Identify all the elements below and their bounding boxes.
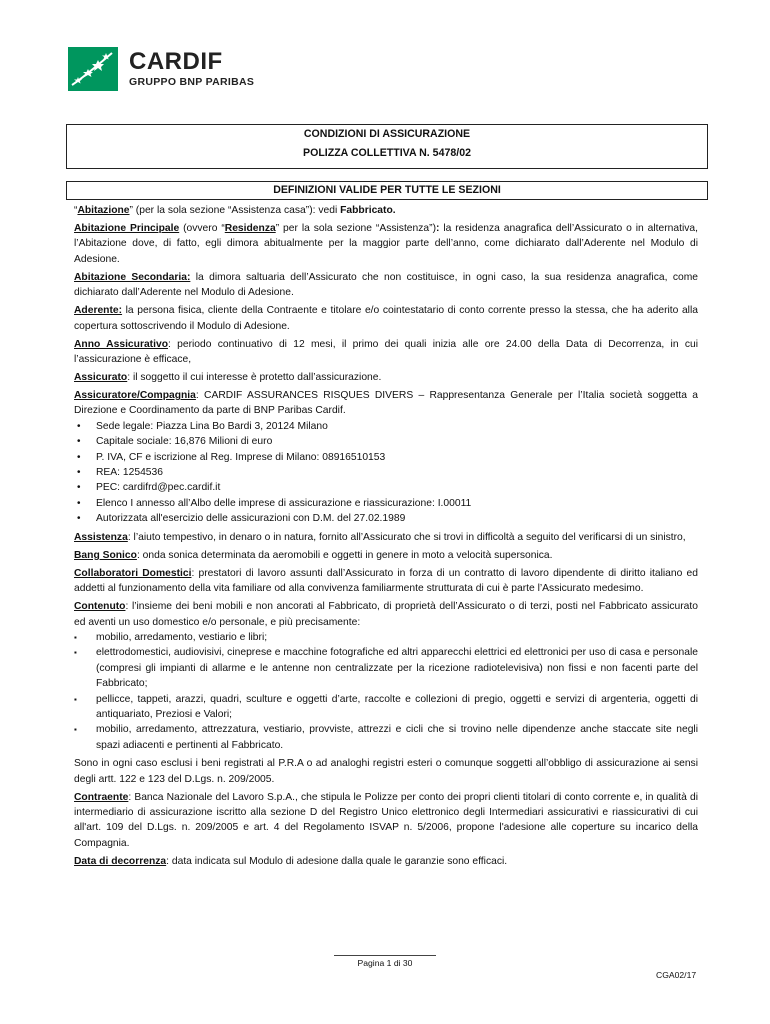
document-title: CONDIZIONI DI ASSICURAZIONE — [303, 128, 471, 140]
term: Abitazione Secondaria: — [74, 271, 191, 283]
definition-aderente — [74, 303, 698, 334]
definition-assistenza — [74, 530, 698, 545]
list-item: ▪ mobilio, arredamento, attrezzatura, vestiario, provviste, attrezzi e cicli che si trovino nelle dipendenze anche staccate site negli spazi adiacenti e pertinenti al Fabbricato. — [74, 722, 698, 753]
term: Aderente: — [74, 305, 123, 317]
list-item: • PEC: cardifrd@pec.cardif.it — [74, 480, 698, 495]
definition-ref: Fabbricato. — [340, 205, 396, 216]
definition-abitazione: “Abitazione” (per la sola sezione “Assistenza casa”): vedi Fabbricato. — [74, 205, 396, 216]
list-item: • Sede legale: Piazza Lina Bo Bardi 3, 20124 Milano — [74, 419, 698, 434]
contents-list — [74, 630, 698, 753]
definition-text: : prestatori di lavoro assunti dall’Assicurato in forza di un contratto di lavoro dipendente di diritto italiano ed addetti al funzionamento della vita familiare od alla convivenza familiarmente strutturata di cui è parte l’Assicurato medesimo. — [74, 567, 698, 595]
list-item: • REA: 1254536 — [74, 465, 698, 480]
contents-exclusion-note: Sono in ogni caso esclusi i beni registrati al P.R.A o ad analoghi registri esteri o comunque soggetti all’obbligo di assicurazione ai sensi degli artt. 122 e 123 del D.Lgs. n. 209/2005. — [74, 758, 698, 785]
list-item: • Elenco I annesso all’Albo delle imprese di assicurazione e riassicurazione: I.00011 — [74, 496, 698, 511]
term: Assicuratore/Compagnia — [74, 390, 196, 402]
term: Contenuto — [74, 601, 126, 613]
definition-collaboratori-domestici — [74, 566, 698, 597]
definition-text: la residenza anagrafica dell’Assicurato o in alternativa, l’Abitazione dove, di fatto, egli dimora abitualmente per la maggior parte dell’anno, come dichiarato dall’Aderente nel Modulo di Adesione. — [74, 223, 698, 265]
definition-text: : data indicata sul Modulo di adesione dalla quale le garanzie sono efficaci. — [166, 855, 508, 867]
definition-contenuto — [74, 599, 698, 630]
list-item: ▪ pellicce, tappeti, arazzi, quadri, sculture e oggetti d’arte, raccolte e collezioni di pregio, oggetti e servizi di argenteria, oggetti di antiquariato, Preziosi e Valori; — [74, 692, 698, 723]
term: Data di decorrenza — [74, 855, 167, 867]
definition-text: : l’insieme dei beni mobili e non ancorati al Fabbricato, di proprietà dell’Assicurato o di terzi, posti nel Fabbricato assicurato ed aventi un uso domestico e/o personale, e più precisamente: — [74, 601, 698, 628]
company-details-list — [74, 419, 698, 527]
term: Collaboratori Domestici — [74, 567, 192, 579]
term: Residenza — [224, 223, 276, 234]
definition-data-decorrenza — [74, 854, 698, 869]
term-colon: : — [436, 223, 440, 234]
definition-text: : CARDIF ASSURANCES RISQUES DIVERS – Rappresentanza Generale per l’Italia società soggetta a Direzione e Coordinamento da parte di BNP Paribas Cardif. — [74, 390, 698, 417]
list-item: ▪ elettrodomestici, audiovisivi, cineprese e macchine fotografiche ed altri apparecchi elettrici ed elettronici per uso di casa e personale (compresi gli impianti di allarme e le antenne non centralizzate per la ricezione radiotelevisiva) non fissi e non facenti parte del Fabbricato; — [74, 645, 698, 691]
page-number: Pagina 1 di 30 — [357, 958, 413, 968]
cardif-logo — [68, 47, 254, 91]
term: Assicurato — [74, 372, 128, 384]
definition-text: la dimora saltuaria dell’Assicurato che non costituisce, in ogni caso, la sua residenza anagrafica, come dichiarato dall’Aderente nel Modulo di Adesione. — [74, 271, 698, 299]
document-title-box — [66, 124, 708, 169]
bnp-stars-logo-icon — [68, 47, 118, 91]
term: Anno Assicurativo — [74, 338, 168, 350]
definition-text: ” (per la sola sezione “Assistenza casa”): vedi — [129, 205, 341, 216]
definition-text: : onda sonica determinata da aeromobili e oggetti in genere in moto a velocità supersonica. — [136, 549, 553, 561]
term: Assistenza — [74, 531, 128, 543]
term: Bang Sonico — [74, 549, 137, 561]
definition-text: : periodo continuativo di 12 mesi, il primo dei quali inizia alle ore 24.00 della Data di Decorrenza, in cui l’assicurazione è efficace, — [74, 338, 698, 366]
definition-text: (ovvero “ — [179, 223, 225, 234]
policy-number: POLIZZA COLLETTIVA N. 5478/02 — [303, 147, 471, 159]
list-item: • Capitale sociale: 16,876 Milioni di euro — [74, 434, 698, 449]
definition-text: : Banca Nazionale del Lavoro S.p.A., che stipula le Polizze per conto dei propri clienti titolari di conto corrente e, in qualità di intermediario di assicurazione iscritto alla sezione D del Registro Unico elettronico degli Intermediari assicurativi e riassicurativi di cui all'art. 109 del D.Lgs. n. 209/2005 e art. 4 del Regolamento ISVAP n. 5/2006, propone l'adesione alle coperture su incarico della Compagnia. — [74, 791, 698, 849]
definition-assicurato — [74, 370, 698, 385]
definition-text: la persona fisica, cliente della Contraente e titolare e/o cointestatario di conto corrente presso la stessa, che ha aderito alla copertura sottoscrivendo il Modulo di Adesione. — [74, 305, 698, 332]
definition-text: : il soggetto il cui interesse è protetto dall’assicurazione. — [127, 372, 382, 384]
definition-contraente — [74, 790, 698, 852]
footer-divider — [334, 955, 436, 956]
definitions-content — [74, 203, 698, 872]
definition-assicuratore — [74, 388, 698, 419]
list-item: ▪ mobilio, arredamento, vestiario e libri; — [74, 630, 698, 645]
list-item: • P. IVA, CF e iscrizione al Reg. Imprese di Milano: 08916510153 — [74, 450, 698, 465]
definition-bang-sonico — [74, 548, 698, 563]
definitions-heading: DEFINIZIONI VALIDE PER TUTTE LE SEZIONI — [66, 181, 708, 200]
document-code: CGA02/17 — [656, 970, 697, 980]
definition-abitazione-principale — [74, 221, 698, 267]
definition-text: : l’aiuto tempestivo, in denaro o in natura, fornito all’Assicurato che si trovi in difficoltà a seguito del verificarsi di un sinistro, — [127, 531, 686, 543]
definition-text: ” per la sola sezione “Assistenza”) — [275, 223, 436, 234]
term: Contraente — [74, 791, 129, 803]
list-item: • Autorizzata all'esercizio delle assicurazioni con D.M. del 27.02.1989 — [74, 511, 698, 526]
logo-name: CARDIF — [129, 48, 223, 76]
definition-anno-assicurativo — [74, 337, 698, 368]
definition-abitazione-secondaria — [74, 270, 698, 301]
term: Abitazione Principale — [74, 223, 180, 234]
term: Abitazione — [77, 205, 130, 216]
logo-subtitle: GRUPPO BNP PARIBAS — [129, 76, 255, 89]
